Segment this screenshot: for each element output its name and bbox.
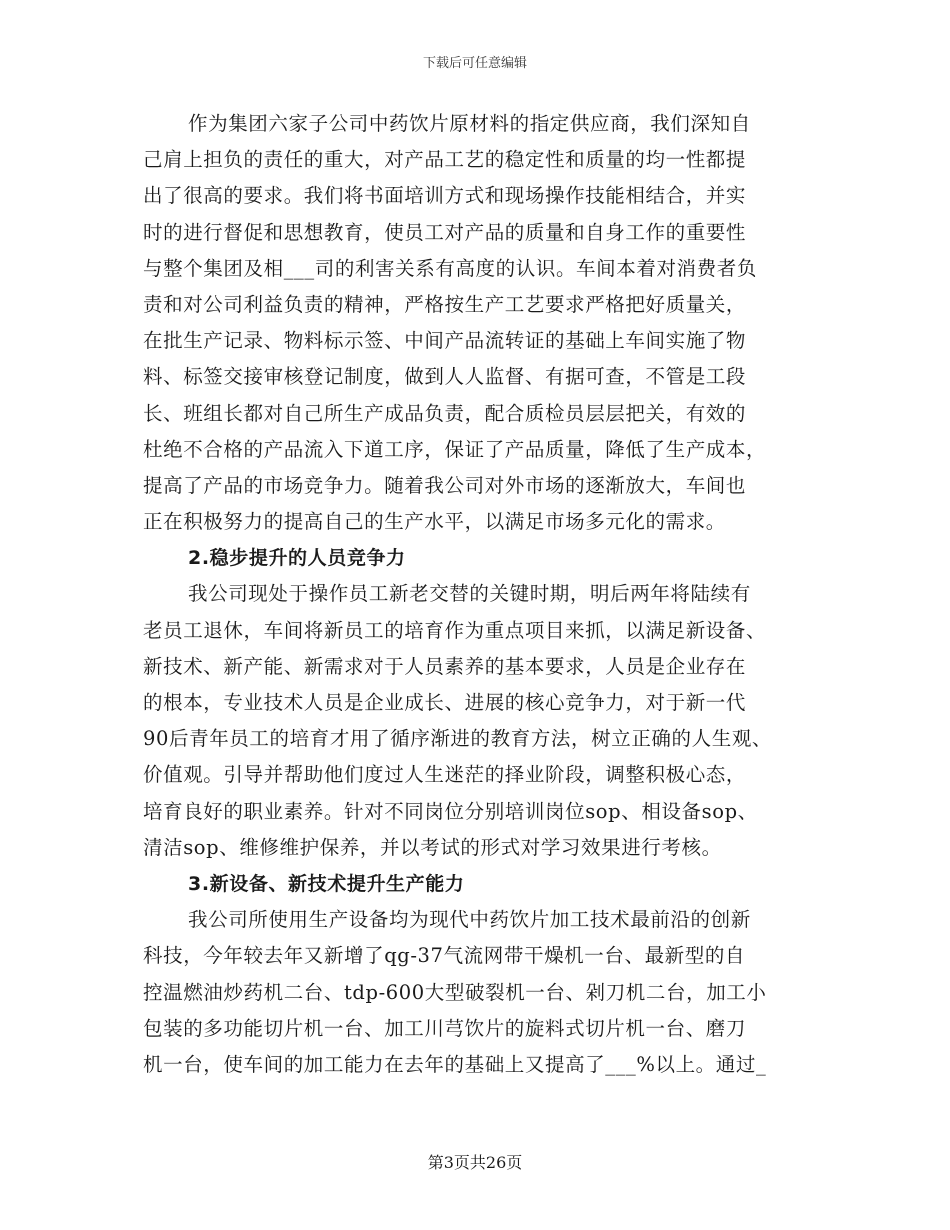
paragraph-line: 机一台，使车间的加工能力在去年的基础上又提高了___%以上。通过_ bbox=[143, 1052, 767, 1076]
paragraph-line: 清洁sop、维修维护保养，并以考试的形式对学习效果进行考核。 bbox=[143, 835, 722, 859]
paragraph-line: 己肩上担负的责任的重大，对产品工艺的稳定性和质量的均一性都提 bbox=[143, 148, 747, 172]
paragraph-line: 在批生产记录、物料标示签、中间产品流转证的基础上车间实施了物 bbox=[143, 329, 747, 353]
page-header: 下载后可任意编辑 bbox=[422, 56, 527, 71]
paragraph-line: 新技术、新产能、新需求对于人员素养的基本要求，人员是企业存在 bbox=[143, 654, 747, 678]
paragraph-line: 培育良好的职业素养。针对不同岗位分别培训岗位sop、相设备sop、 bbox=[143, 799, 758, 823]
paragraph-line: 控温燃油炒药机二台、tdp-600大型破裂机一台、剁刀机二台，加工小 bbox=[143, 980, 767, 1004]
paragraph-line: 责和对公司利益负责的精神，严格按生产工艺要求严格把好质量关， bbox=[143, 292, 747, 316]
paragraph-line: 长、班组长都对自己所生产成品负责，配合质检员层层把关，有效的 bbox=[143, 401, 747, 425]
paragraph-line: 杜绝不合格的产品流入下道工序，保证了产品质量，降低了生产成本， bbox=[143, 437, 767, 461]
paragraph-line: 正在积极努力的提高自己的生产水平，以满足市场多元化的需求。 bbox=[143, 510, 726, 534]
paragraph-line: 提高了产品的市场竞争力。随着我公司对外市场的逐渐放大，车间也 bbox=[143, 473, 747, 497]
paragraph-line: 我公司现处于操作员工新老交替的关键时期，明后两年将陆续有 bbox=[188, 582, 751, 606]
section-heading: 2.稳步提升的人员竞争力 bbox=[188, 547, 406, 570]
paragraph-line: 出了很高的要求。我们将书面培训方式和现场操作技能相结合，并实 bbox=[143, 184, 747, 208]
paragraph-line: 老员工退休，车间将新员工的培育作为重点项目来抓，以满足新设备、 bbox=[143, 618, 767, 642]
paragraph-line: 价值观。引导并帮助他们度过人生迷茫的择业阶段，调整积极心态， bbox=[143, 763, 747, 787]
paragraph-line: 科技，今年较去年又新增了qg-37气流网带干燥机一台、最新型的自 bbox=[143, 944, 746, 968]
paragraph-line: 料、标签交接审核登记制度，做到人人监督、有据可查，不管是工段 bbox=[143, 365, 747, 389]
section-heading: 3.新设备、新技术提升生产能力 bbox=[188, 872, 465, 895]
paragraph-line: 的根本，专业技术人员是企业成长、进展的核心竞争力，对于新一代 bbox=[143, 691, 747, 714]
paragraph-line: 作为集团六家子公司中药饮片原材料的指定供应商，我们深知自 bbox=[188, 112, 751, 135]
paragraph-line: 与整个集团及相___司的利害关系有高度的认识。车间本着对消费者负 bbox=[143, 256, 757, 280]
paragraph-line: 时的进行督促和思想教育，使员工对产品的质量和自身工作的重要性 bbox=[143, 220, 747, 244]
document-body bbox=[143, 106, 811, 1083]
paragraph-line: 包装的多功能切片机一台、加工川芎饮片的旋料式切片机一台、磨刀 bbox=[143, 1016, 747, 1040]
paragraph-line: 我公司所使用生产设备均为现代中药饮片加工技术最前沿的创新 bbox=[188, 908, 751, 932]
page-footer: 第3页共26页 bbox=[427, 1153, 523, 1172]
paragraph-line: 90后青年员工的培育才用了循序渐进的教育方法，树立正确的人生观、 bbox=[143, 727, 773, 751]
